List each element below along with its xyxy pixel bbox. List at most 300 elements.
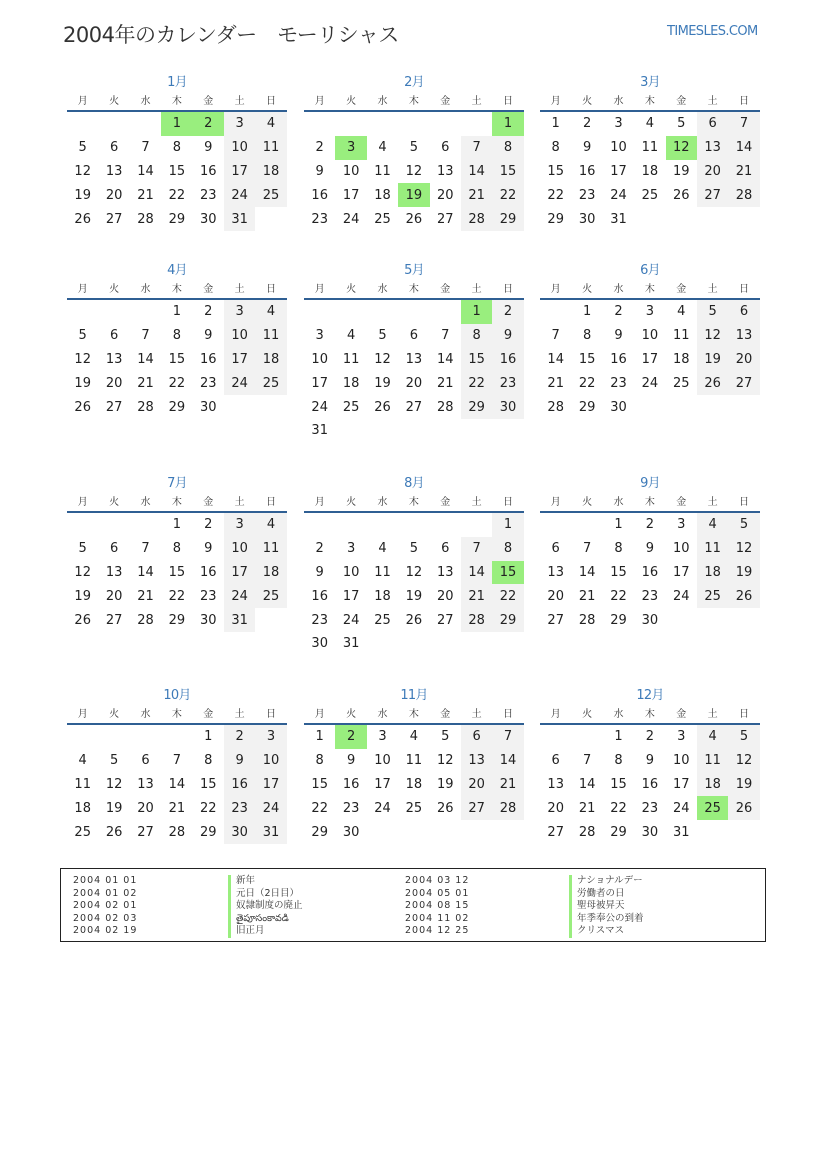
holiday-day-cell: 2 bbox=[193, 112, 224, 136]
weekday-label: 火 bbox=[582, 284, 593, 295]
day-cell: 13 bbox=[728, 324, 759, 348]
holiday-day-cell: 1 bbox=[161, 112, 192, 136]
day-cell: 17 bbox=[255, 773, 286, 797]
day-cell: 1 bbox=[492, 513, 523, 537]
weekday-label: 月 bbox=[314, 284, 325, 295]
day-cell: 20 bbox=[105, 187, 123, 203]
day-cell: 11 bbox=[374, 564, 391, 580]
empty-cell bbox=[540, 513, 571, 537]
day-cell: 19 bbox=[697, 348, 728, 372]
holiday-name: 新年 bbox=[228, 875, 255, 888]
day-cell: 11 bbox=[641, 140, 659, 156]
weekday-label: 火 bbox=[346, 497, 357, 508]
month-name: 12月 bbox=[636, 688, 664, 703]
holiday-day-cell: 25 bbox=[697, 796, 728, 820]
day-cell: 13 bbox=[105, 351, 123, 367]
weekday-label: 水 bbox=[140, 96, 151, 107]
weekday-label: 土 bbox=[707, 497, 718, 508]
month-block bbox=[540, 474, 760, 632]
day-cell: 10 bbox=[224, 537, 255, 561]
day-cell: 4 bbox=[255, 300, 286, 324]
holiday-name: 労働者の日 bbox=[569, 888, 625, 901]
month-name: 6月 bbox=[640, 263, 660, 278]
day-cell: 14 bbox=[461, 561, 492, 585]
day-cell: 6 bbox=[551, 541, 560, 557]
day-cell: 25 bbox=[74, 824, 91, 840]
day-cell: 17 bbox=[672, 776, 690, 792]
weekday-label: 月 bbox=[314, 497, 325, 508]
day-cell: 14 bbox=[578, 564, 596, 580]
day-cell: 22 bbox=[610, 800, 627, 816]
weekday-header bbox=[67, 494, 287, 513]
day-cell: 4 bbox=[697, 725, 728, 749]
day-cell: 14 bbox=[168, 776, 186, 792]
weekday-label: 木 bbox=[644, 709, 655, 720]
day-cell: 27 bbox=[547, 824, 564, 840]
empty-cell bbox=[540, 725, 571, 749]
weekday-label: 火 bbox=[109, 96, 120, 107]
day-cell: 26 bbox=[728, 584, 759, 608]
day-cell: 20 bbox=[436, 187, 454, 203]
weekday-label: 土 bbox=[471, 284, 482, 295]
day-cell: 29 bbox=[168, 612, 186, 628]
day-cell: 29 bbox=[168, 211, 186, 227]
day-cell: 8 bbox=[551, 140, 560, 156]
day-cell: 27 bbox=[405, 399, 423, 415]
day-cell: 3 bbox=[677, 729, 686, 745]
month-name: 3月 bbox=[640, 75, 660, 90]
day-cell: 13 bbox=[436, 163, 454, 179]
day-cell: 13 bbox=[105, 564, 123, 580]
weekday-label: 火 bbox=[109, 284, 120, 295]
weekday-label: 金 bbox=[676, 497, 687, 508]
site-logo[interactable]: TIMESLES.COM bbox=[667, 24, 758, 39]
day-cell: 23 bbox=[641, 588, 659, 604]
day-cell: 2 bbox=[582, 116, 592, 132]
day-cell: 8 bbox=[492, 136, 523, 160]
day-cell: 22 bbox=[547, 187, 564, 203]
day-cell: 16 bbox=[342, 776, 360, 792]
weekday-label: 日 bbox=[503, 284, 514, 295]
day-cell: 31 bbox=[342, 636, 360, 652]
empty-cell bbox=[130, 725, 161, 749]
day-cell: 10 bbox=[311, 351, 328, 367]
day-cell: 30 bbox=[492, 395, 523, 419]
day-cell: 21 bbox=[461, 584, 492, 608]
weekday-label: 土 bbox=[234, 96, 245, 107]
day-cell: 7 bbox=[441, 328, 450, 344]
empty-cell bbox=[98, 513, 129, 537]
day-cell: 28 bbox=[492, 796, 523, 820]
day-grid bbox=[304, 112, 524, 231]
month-name: 7月 bbox=[167, 476, 187, 491]
weekday-label: 水 bbox=[377, 284, 388, 295]
weekday-header bbox=[304, 281, 524, 300]
weekday-label: 日 bbox=[503, 709, 514, 720]
day-cell: 6 bbox=[409, 328, 418, 344]
day-cell: 15 bbox=[461, 348, 492, 372]
day-cell: 31 bbox=[672, 824, 690, 840]
day-cell: 28 bbox=[461, 608, 492, 632]
day-cell: 17 bbox=[342, 588, 360, 604]
empty-cell bbox=[98, 300, 129, 324]
day-cell: 15 bbox=[168, 163, 186, 179]
weekday-header bbox=[540, 706, 760, 725]
day-cell: 20 bbox=[137, 800, 154, 816]
day-cell: 11 bbox=[255, 136, 286, 160]
day-cell: 6 bbox=[109, 140, 119, 156]
holiday-date: 2004 02 01 bbox=[73, 900, 138, 912]
day-cell: 5 bbox=[78, 140, 87, 156]
day-cell: 25 bbox=[255, 584, 286, 608]
day-cell: 24 bbox=[641, 375, 659, 391]
day-cell: 5 bbox=[441, 729, 450, 745]
holiday-day-cell: 15 bbox=[492, 561, 523, 585]
weekday-label: 金 bbox=[440, 284, 451, 295]
day-cell: 8 bbox=[582, 328, 592, 344]
day-cell: 3 bbox=[315, 328, 324, 344]
day-cell: 9 bbox=[492, 324, 523, 348]
empty-cell bbox=[398, 112, 429, 136]
holiday-date: 2004 12 25 bbox=[405, 925, 470, 937]
day-cell: 13 bbox=[137, 776, 154, 792]
day-cell: 11 bbox=[697, 749, 728, 773]
holiday-date: 2004 01 02 bbox=[73, 887, 138, 899]
day-cell: 8 bbox=[172, 541, 181, 557]
day-cell: 22 bbox=[578, 375, 596, 391]
weekday-label: 水 bbox=[377, 497, 388, 508]
holiday-day-cell: 1 bbox=[492, 112, 523, 136]
day-cell: 2 bbox=[315, 140, 324, 156]
weekday-label: 火 bbox=[109, 497, 120, 508]
weekday-label: 木 bbox=[171, 96, 182, 107]
day-cell: 8 bbox=[461, 324, 492, 348]
day-grid bbox=[540, 513, 760, 632]
day-cell: 8 bbox=[172, 140, 181, 156]
day-grid bbox=[304, 300, 524, 443]
day-grid bbox=[67, 112, 287, 231]
empty-cell bbox=[367, 112, 398, 136]
empty-cell bbox=[367, 300, 398, 324]
day-cell: 15 bbox=[168, 351, 186, 367]
day-cell: 17 bbox=[342, 187, 360, 203]
day-cell: 12 bbox=[374, 351, 391, 367]
day-cell: 14 bbox=[492, 749, 523, 773]
day-cell: 10 bbox=[672, 541, 690, 557]
day-cell: 10 bbox=[374, 753, 391, 769]
day-cell: 23 bbox=[311, 211, 328, 227]
day-cell: 15 bbox=[168, 564, 186, 580]
day-cell: 9 bbox=[346, 753, 356, 769]
weekday-label: 土 bbox=[471, 709, 482, 720]
day-cell: 1 bbox=[614, 517, 623, 533]
day-cell: 3 bbox=[224, 112, 255, 136]
weekday-label: 金 bbox=[203, 709, 214, 720]
day-cell: 15 bbox=[610, 564, 627, 580]
day-grid bbox=[540, 725, 760, 844]
day-cell: 18 bbox=[697, 773, 728, 797]
day-cell: 29 bbox=[311, 824, 328, 840]
empty-cell bbox=[98, 112, 129, 136]
day-cell: 7 bbox=[492, 725, 523, 749]
month-name: 11月 bbox=[400, 688, 428, 703]
day-cell: 17 bbox=[224, 561, 255, 585]
day-cell: 11 bbox=[255, 324, 286, 348]
day-cell: 19 bbox=[74, 588, 91, 604]
weekday-label: 木 bbox=[408, 709, 419, 720]
weekday-header bbox=[304, 494, 524, 513]
month-block bbox=[67, 474, 287, 632]
weekday-label: 水 bbox=[140, 284, 151, 295]
day-cell: 28 bbox=[137, 612, 154, 628]
day-cell: 26 bbox=[74, 399, 91, 415]
day-cell: 9 bbox=[315, 564, 324, 580]
weekday-header bbox=[540, 494, 760, 513]
holiday-date: 2004 01 01 bbox=[73, 875, 138, 886]
weekday-label: 金 bbox=[440, 96, 451, 107]
day-cell: 31 bbox=[224, 207, 255, 231]
weekday-label: 土 bbox=[707, 96, 718, 107]
weekday-label: 月 bbox=[314, 709, 325, 720]
day-cell: 17 bbox=[672, 564, 690, 580]
day-cell: 20 bbox=[547, 588, 564, 604]
day-cell: 31 bbox=[255, 820, 286, 844]
empty-cell bbox=[98, 725, 129, 749]
day-cell: 8 bbox=[492, 537, 523, 561]
weekday-label: 金 bbox=[676, 709, 687, 720]
day-cell: 26 bbox=[436, 800, 454, 816]
day-cell: 24 bbox=[224, 371, 255, 395]
day-cell: 4 bbox=[255, 112, 286, 136]
holiday-date: 2004 08 15 bbox=[405, 900, 470, 912]
empty-cell bbox=[304, 112, 335, 136]
weekday-label: 土 bbox=[471, 497, 482, 508]
day-grid bbox=[304, 513, 524, 656]
day-cell: 4 bbox=[255, 513, 286, 537]
weekday-label: 火 bbox=[109, 709, 120, 720]
day-cell: 25 bbox=[255, 371, 286, 395]
day-cell: 30 bbox=[641, 824, 659, 840]
empty-cell bbox=[461, 513, 492, 537]
day-cell: 19 bbox=[728, 773, 759, 797]
day-cell: 4 bbox=[409, 729, 418, 745]
day-cell: 29 bbox=[199, 824, 217, 840]
day-cell: 7 bbox=[172, 753, 181, 769]
day-cell: 24 bbox=[311, 399, 328, 415]
empty-cell bbox=[367, 513, 398, 537]
day-cell: 5 bbox=[409, 140, 418, 156]
month-name: 8月 bbox=[404, 476, 424, 491]
day-cell: 6 bbox=[441, 541, 450, 557]
day-cell: 21 bbox=[137, 187, 154, 203]
day-cell: 24 bbox=[224, 183, 255, 207]
day-cell: 16 bbox=[199, 564, 217, 580]
day-cell: 22 bbox=[461, 371, 492, 395]
day-cell: 15 bbox=[199, 776, 217, 792]
weekday-label: 火 bbox=[582, 96, 593, 107]
day-cell: 21 bbox=[547, 375, 564, 391]
weekday-label: 土 bbox=[707, 709, 718, 720]
day-cell: 29 bbox=[547, 211, 564, 227]
weekday-label: 土 bbox=[234, 709, 245, 720]
day-cell: 30 bbox=[199, 612, 217, 628]
month-block bbox=[67, 73, 287, 231]
weekday-label: 月 bbox=[77, 96, 88, 107]
day-grid bbox=[67, 513, 287, 632]
day-cell: 16 bbox=[641, 776, 659, 792]
holiday-date: 2004 11 02 bbox=[405, 912, 470, 924]
day-cell: 30 bbox=[578, 211, 596, 227]
empty-cell bbox=[130, 112, 161, 136]
day-cell: 4 bbox=[78, 753, 87, 769]
weekday-label: 日 bbox=[266, 284, 277, 295]
day-cell: 23 bbox=[342, 800, 360, 816]
day-cell: 18 bbox=[405, 776, 423, 792]
empty-cell bbox=[540, 300, 571, 324]
month-name: 2月 bbox=[404, 75, 424, 90]
weekday-label: 水 bbox=[613, 284, 624, 295]
day-cell: 18 bbox=[255, 348, 286, 372]
weekday-label: 金 bbox=[203, 96, 214, 107]
weekday-label: 火 bbox=[346, 96, 357, 107]
day-cell: 2 bbox=[614, 304, 623, 320]
day-cell: 8 bbox=[315, 753, 324, 769]
weekday-label: 日 bbox=[739, 709, 750, 720]
day-cell: 7 bbox=[551, 328, 560, 344]
day-cell: 24 bbox=[255, 796, 286, 820]
day-cell: 18 bbox=[374, 187, 391, 203]
day-cell: 14 bbox=[728, 136, 759, 160]
day-cell: 20 bbox=[728, 348, 759, 372]
holiday-name: 年季奉公の到着 bbox=[569, 913, 644, 926]
day-cell: 4 bbox=[378, 541, 387, 557]
day-cell: 27 bbox=[461, 796, 492, 820]
month-name: 4月 bbox=[167, 263, 187, 278]
weekday-label: 火 bbox=[346, 284, 357, 295]
weekday-header bbox=[67, 281, 287, 300]
day-cell: 6 bbox=[697, 112, 728, 136]
day-cell: 21 bbox=[578, 800, 596, 816]
day-cell: 25 bbox=[697, 584, 728, 608]
day-cell: 14 bbox=[461, 160, 492, 184]
holiday-list bbox=[60, 868, 766, 942]
day-cell: 18 bbox=[641, 163, 659, 179]
day-cell: 12 bbox=[105, 776, 123, 792]
day-cell: 8 bbox=[614, 753, 623, 769]
day-cell: 26 bbox=[405, 612, 423, 628]
day-cell: 25 bbox=[672, 375, 690, 391]
day-cell: 16 bbox=[578, 163, 596, 179]
day-cell: 9 bbox=[582, 140, 592, 156]
day-cell: 16 bbox=[492, 348, 523, 372]
month-name: 10月 bbox=[163, 688, 191, 703]
holiday-day-cell: 2 bbox=[335, 725, 366, 749]
day-cell: 18 bbox=[255, 561, 286, 585]
day-cell: 27 bbox=[547, 612, 564, 628]
day-cell: 12 bbox=[697, 324, 728, 348]
day-cell: 4 bbox=[645, 116, 654, 132]
month-block bbox=[67, 261, 287, 419]
day-cell: 24 bbox=[224, 584, 255, 608]
day-cell: 20 bbox=[405, 375, 423, 391]
day-cell: 26 bbox=[405, 211, 423, 227]
day-cell: 12 bbox=[728, 749, 759, 773]
day-cell: 17 bbox=[374, 776, 391, 792]
day-cell: 27 bbox=[105, 399, 123, 415]
day-cell: 7 bbox=[582, 541, 592, 557]
day-cell: 19 bbox=[728, 561, 759, 585]
day-cell: 11 bbox=[255, 537, 286, 561]
day-cell: 4 bbox=[378, 140, 387, 156]
day-cell: 31 bbox=[610, 211, 627, 227]
day-cell: 8 bbox=[204, 753, 213, 769]
day-cell: 28 bbox=[547, 399, 564, 415]
day-cell: 2 bbox=[204, 304, 213, 320]
weekday-label: 月 bbox=[77, 709, 88, 720]
day-cell: 23 bbox=[311, 612, 328, 628]
weekday-label: 火 bbox=[582, 497, 593, 508]
day-cell: 28 bbox=[137, 211, 154, 227]
empty-cell bbox=[571, 513, 602, 537]
weekday-header bbox=[304, 706, 524, 725]
day-cell: 21 bbox=[436, 375, 454, 391]
holiday-name: 奴隷制度の廃止 bbox=[228, 900, 303, 913]
empty-cell bbox=[67, 112, 98, 136]
day-cell: 29 bbox=[610, 612, 627, 628]
day-cell: 3 bbox=[224, 300, 255, 324]
holiday-name: 元日（2日目） bbox=[228, 888, 299, 901]
day-cell: 9 bbox=[204, 140, 213, 156]
day-cell: 25 bbox=[405, 800, 423, 816]
day-cell: 31 bbox=[224, 608, 255, 632]
weekday-header bbox=[540, 93, 760, 112]
weekday-label: 土 bbox=[234, 284, 245, 295]
day-cell: 15 bbox=[492, 160, 523, 184]
holiday-date: 2004 02 03 bbox=[73, 912, 138, 924]
weekday-label: 日 bbox=[739, 96, 750, 107]
weekday-label: 水 bbox=[377, 709, 388, 720]
day-cell: 25 bbox=[342, 399, 360, 415]
day-cell: 5 bbox=[728, 513, 759, 537]
empty-cell bbox=[130, 513, 161, 537]
weekday-label: 月 bbox=[550, 497, 561, 508]
empty-cell bbox=[398, 300, 429, 324]
day-cell: 17 bbox=[311, 375, 328, 391]
day-cell: 23 bbox=[641, 800, 659, 816]
day-cell: 22 bbox=[199, 800, 217, 816]
day-cell: 23 bbox=[610, 375, 627, 391]
day-cell: 14 bbox=[137, 163, 154, 179]
empty-cell bbox=[304, 300, 335, 324]
day-cell: 21 bbox=[137, 375, 154, 391]
day-cell: 3 bbox=[224, 513, 255, 537]
weekday-label: 土 bbox=[707, 284, 718, 295]
day-cell: 27 bbox=[436, 612, 454, 628]
weekday-label: 月 bbox=[550, 284, 561, 295]
month-block bbox=[540, 686, 760, 844]
month-block bbox=[540, 73, 760, 231]
day-cell: 30 bbox=[610, 399, 627, 415]
day-cell: 27 bbox=[137, 824, 154, 840]
day-cell: 22 bbox=[168, 375, 186, 391]
month-block bbox=[67, 686, 287, 844]
day-cell: 28 bbox=[168, 824, 186, 840]
weekday-label: 木 bbox=[644, 284, 655, 295]
day-cell: 29 bbox=[610, 824, 627, 840]
day-cell: 19 bbox=[672, 163, 690, 179]
day-cell: 2 bbox=[645, 517, 654, 533]
weekday-label: 金 bbox=[203, 497, 214, 508]
